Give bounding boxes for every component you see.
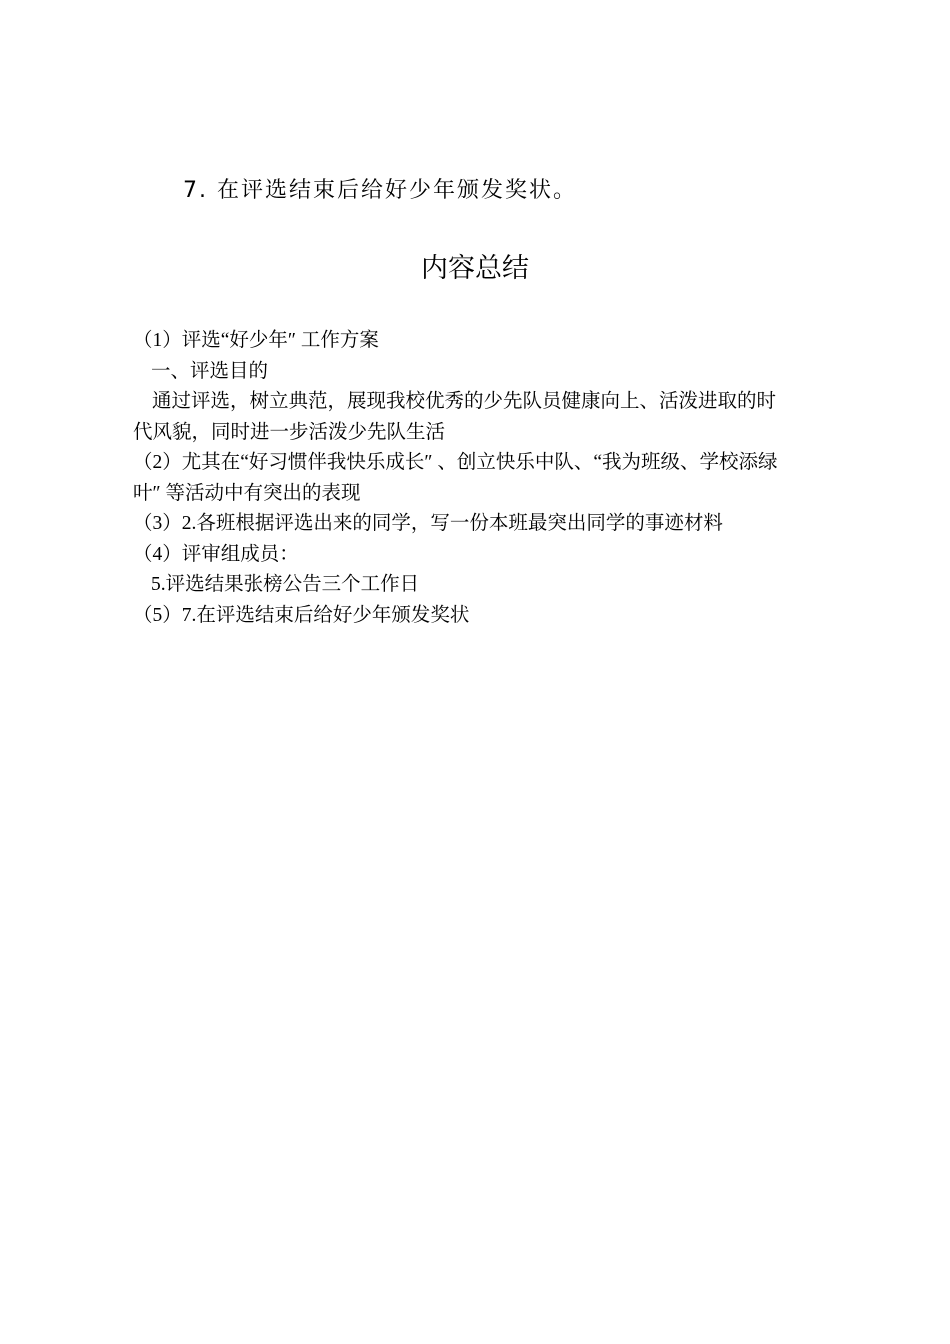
summary-line: （3）2.各班根据评选出来的同学，写一份本班最突出同学的事迹材料 bbox=[133, 513, 723, 534]
summary-line: 代风貌，同时进一步活泼少先队生活 bbox=[133, 421, 446, 443]
summary-line: 叶″ 等活动中有突出的表现 bbox=[133, 482, 361, 504]
item-7-text: 7. 在评选结束后给好少年颁发奖状。 bbox=[183, 178, 577, 203]
summary-line: （2）尤其在“好习惯伴我快乐成长″ 、创立快乐中队、“我为班级、学校添绿 bbox=[133, 452, 778, 473]
summary-line: 通过评选，树立典范，展现我校优秀的少先队员健康向上、活泼进取的时 bbox=[152, 391, 777, 412]
summary-line: （1）评选“好少年″ 工作方案 bbox=[133, 330, 379, 351]
summary-title: 内容总结 bbox=[421, 253, 529, 284]
summary-line: （4）评审组成员： bbox=[133, 543, 299, 565]
summary-body bbox=[133, 326, 833, 631]
summary-line: 一、评选目的 bbox=[151, 360, 269, 382]
summary-line: （5）7.在评选结束后给好少年颁发奖状 bbox=[133, 604, 470, 626]
summary-line: 5.评选结果张榜公告三个工作日 bbox=[151, 574, 420, 595]
